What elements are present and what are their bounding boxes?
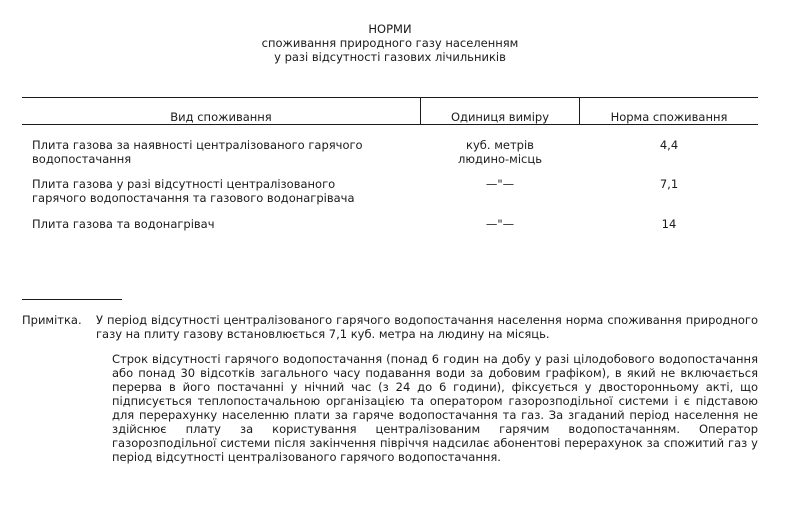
row-unit: куб. метрів людино-місць [458,138,542,166]
row-consumption-type: Плита газова у разі відсутності централізованого гарячого водопостачання та газового водонагрівача [32,177,355,205]
note-paragraph-2: Строк відсутності гарячого водопостачання (понад 6 годин на добу у разі цілодобового водопостачання або понад 30 відсотків загального часу подавання води за добовим графіком), в який не включається перерва в його постачанні у нічний час (з 24 до 6 години), фіксується у двосторонньому акті, що підписується теплопостачальною організацією та оператором газорозподільної системи і є підставою для перерахунку населенню плати за гаряче водопостачання та газ. За згаданий період населення не здійснює плату за користування централізованим гарячим водопостачанням. Оператор газорозподільної системи після закінчення півріччя надсилає абонентові перерахунок за спожитий газ у період відсутності централізованого гарячого водопостачання. [112,352,758,464]
header-norm: Норма споживання [610,110,728,124]
table-header-bottom-rule [22,124,758,125]
row-norm: 4,4 [659,138,679,152]
title-subtitle-line1: споживання природного газу населенням [261,36,519,50]
row-unit: —"— [485,177,515,191]
note-paragraph-1: У період відсутності централізованого гарячого водопостачання населення норма споживання природного газу на плиту газову встановлюється 7,1 куб. метра на людину на місяць. [96,313,758,341]
row-consumption-type: Плита газова за наявності централізованого гарячого водопостачання [32,138,363,166]
document-title [0,22,780,64]
row-consumption-type: Плита газова та водонагрівач [32,217,215,231]
footnote-rule [22,299,122,300]
header-unit: Одиниця виміру [450,110,550,124]
row-norm: 14 [661,217,677,231]
title-heading: НОРМИ [368,22,412,36]
title-subtitle-line2: у разі відсутності газових лічильників [274,50,506,64]
row-norm: 7,1 [659,177,679,191]
table-top-rule [22,97,758,98]
note-label: Примітка. [22,313,82,327]
header-consumption-type: Вид споживання [170,110,272,124]
row-unit: —"— [485,217,515,231]
